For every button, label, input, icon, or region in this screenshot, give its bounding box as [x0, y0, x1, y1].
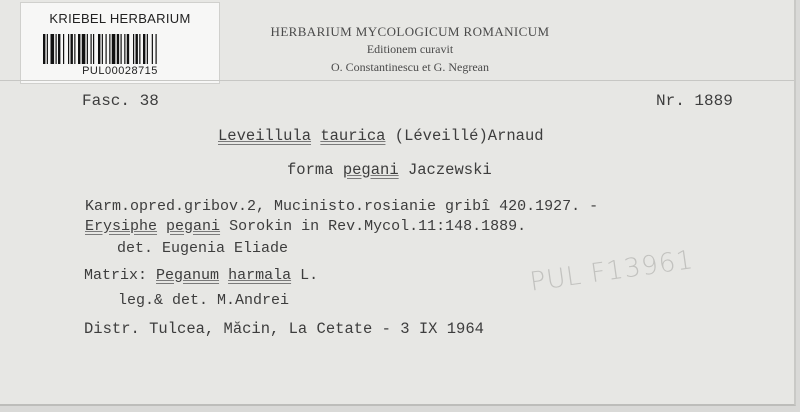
barcode-sticker [20, 2, 220, 84]
synonym-genus: Erysiphe [85, 218, 158, 235]
distribution: Distr. Tulcea, Măcin, La Cetate - 3 IX 1964 [84, 320, 484, 338]
host-author: L. [300, 267, 319, 284]
reference-line-2 [85, 218, 526, 235]
determiner: det. Eugenia Eliade [117, 240, 289, 257]
forma-line [287, 161, 492, 179]
sticker-title: KRIEBEL HERBARIUM [49, 11, 191, 26]
reference-line-1: Karm.opred.gribov.2, Mucinisto.rosianie gribî 420.1927. - [85, 198, 599, 215]
number-value: 1889 [694, 92, 733, 110]
collector: leg.& det. M.Andrei [118, 292, 290, 309]
barcode-number: PUL00028715 [82, 65, 158, 77]
editor-caption: Editionem curavit [366, 42, 454, 56]
herbarium-title: HERBARIUM MYCOLOGICUM ROMANICUM [270, 24, 550, 39]
species-author: (Léveillé)Arnaud [394, 127, 544, 145]
fascicle-number: 38 [139, 92, 159, 110]
synonym-epithet: pegani [166, 218, 221, 235]
exsiccata-number [656, 92, 733, 110]
species-epithet: taurica [320, 127, 386, 145]
matrix-line [84, 267, 318, 284]
editor-names: O. Constantinescu et G. Negrean [331, 60, 489, 74]
number-label: Nr. [656, 92, 685, 110]
synonym-citation: Sorokin in Rev.Mycol.11:148.1889. [229, 218, 527, 235]
species-name [218, 127, 544, 145]
forma-label: forma [287, 161, 334, 179]
species-genus: Leveillula [218, 127, 312, 145]
host-genus: Peganum [156, 267, 220, 284]
handwritten-accession: PUL F13961 [528, 245, 696, 298]
forma-author: Jaczewski [407, 161, 492, 179]
header-divider [0, 80, 794, 81]
fascicle [82, 92, 159, 110]
forma-name: pegani [342, 161, 399, 179]
host-epithet: harmala [228, 267, 292, 284]
barcode-image [43, 34, 198, 64]
fascicle-label: Fasc. [82, 92, 131, 110]
matrix-label: Matrix: [84, 267, 148, 284]
